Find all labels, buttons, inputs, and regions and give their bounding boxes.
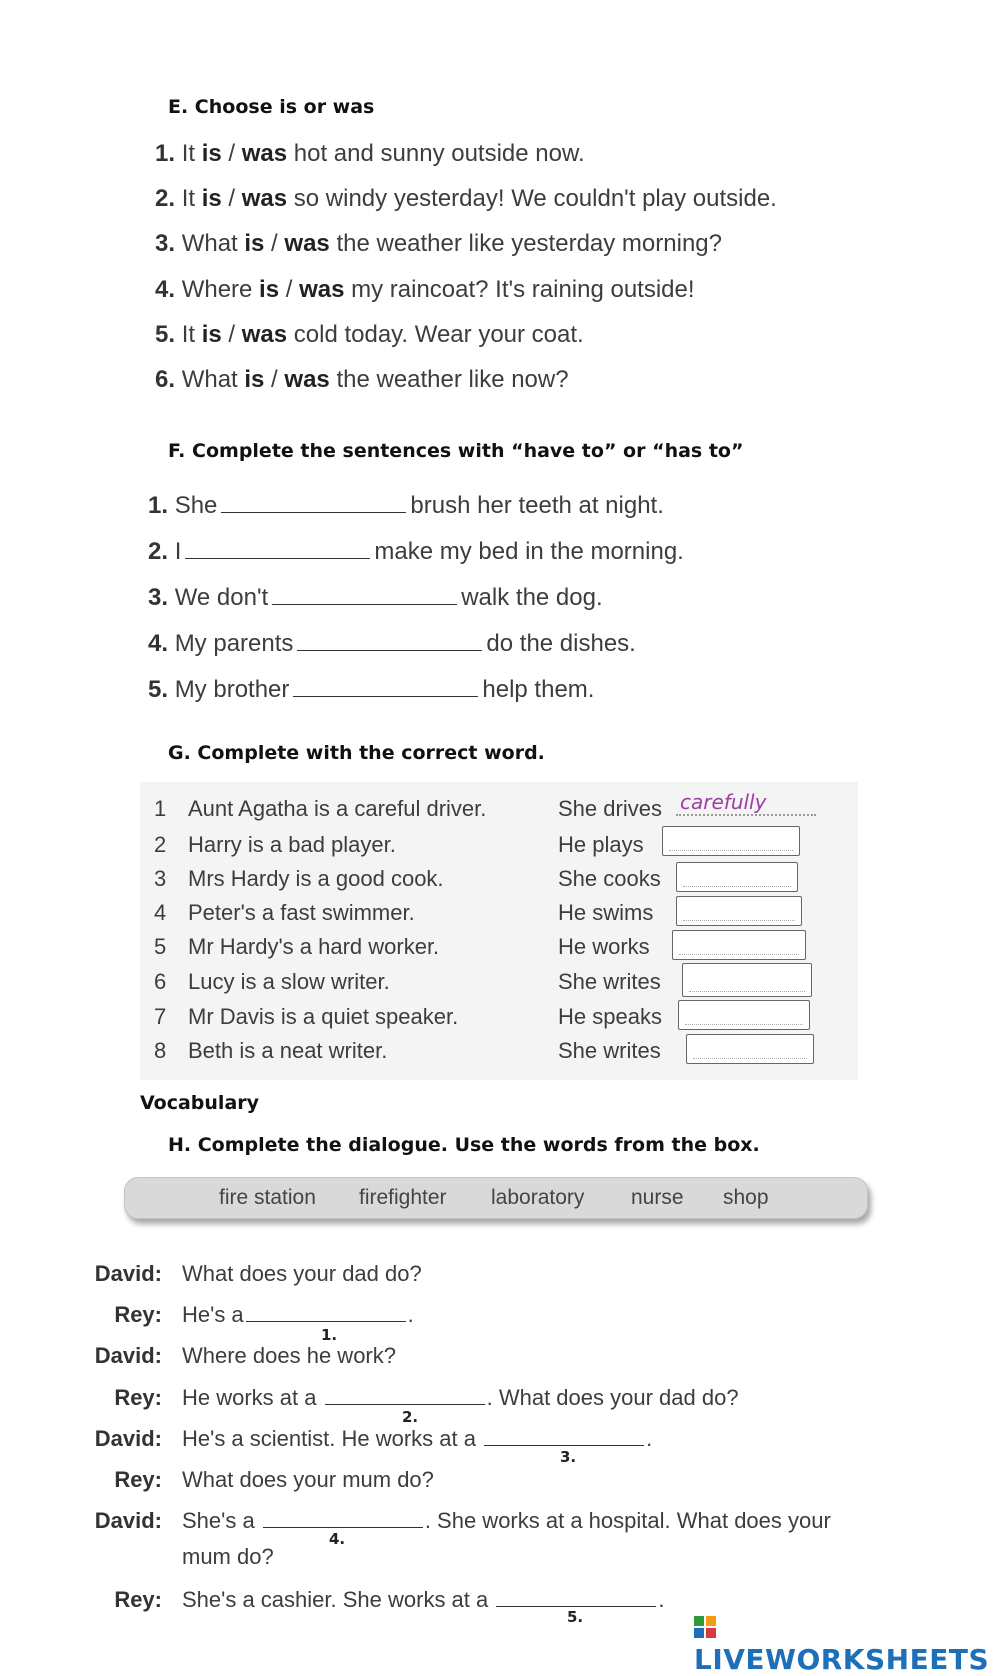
e-item-text: my raincoat? It's raining outside!: [344, 276, 695, 303]
g-item-number: 3: [154, 866, 167, 891]
dialogue-blank-3[interactable]: [484, 1427, 644, 1446]
dialogue-line: [182, 1426, 652, 1452]
blank-number: 4.: [329, 1530, 346, 1548]
e-item-text: so windy yesterday! We couldn't play outside.: [287, 185, 777, 212]
speaker-label: Rey:: [114, 1302, 162, 1327]
answer-input-box[interactable]: [676, 862, 798, 892]
g-row-5: [140, 930, 858, 964]
dialogue-text: She's a cashier. She works at a: [182, 1587, 489, 1612]
speaker-label: David:: [94, 1343, 162, 1368]
dialogue-blank-2[interactable]: [325, 1386, 485, 1405]
liveworksheets-logo: [694, 1610, 1000, 1676]
dialogue-line: What does your mum do?: [182, 1467, 434, 1492]
word-bank: [124, 1177, 868, 1219]
dialogue-text: .: [407, 1302, 414, 1327]
g-item-number: 2: [154, 832, 167, 857]
option-separator: /: [264, 230, 285, 257]
dialogue-line: [182, 1385, 739, 1411]
e-item-number: 3.: [155, 230, 176, 257]
dialogue-line: What does your dad do?: [182, 1261, 422, 1286]
option-was[interactable]: was: [284, 366, 330, 393]
f-item-text: walk the dog.: [461, 584, 603, 611]
dialogue-text: He's a scientist. He works at a: [182, 1426, 476, 1451]
g-row-8: [140, 1034, 858, 1068]
g-item-number: 8: [154, 1038, 167, 1063]
speaker-label: Rey:: [114, 1467, 162, 1492]
word-bank-item: shop: [723, 1186, 769, 1209]
e-item-text: Where: [181, 276, 260, 303]
option-was[interactable]: was: [299, 276, 345, 303]
dialogue-line-continued: mum do?: [182, 1544, 274, 1569]
g-row-4: [140, 896, 858, 930]
word-bank-item: firefighter: [359, 1186, 447, 1209]
e-item-text: It: [181, 321, 202, 348]
g-sentence: Peter's a fast swimmer.: [188, 900, 415, 925]
g-row-2: [140, 828, 858, 862]
g-item-number: 1: [154, 796, 167, 821]
dialogue-blank-1[interactable]: [246, 1303, 406, 1322]
e-item-text: What: [181, 366, 245, 393]
dialogue-line: [182, 1508, 831, 1534]
f-item-number: 2.: [148, 538, 169, 565]
blank-number: 5.: [567, 1608, 584, 1626]
option-was[interactable]: was: [241, 321, 288, 348]
e-item-3: [155, 230, 722, 258]
answer-input-box[interactable]: [682, 963, 812, 997]
f-item-1: [148, 492, 664, 520]
e-item-text: the weather like now?: [329, 366, 569, 393]
section-g-heading: G. Complete with the correct word.: [168, 742, 545, 764]
answer-input-box[interactable]: [672, 930, 806, 960]
f-item-number: 4.: [148, 630, 169, 657]
g-row-6: [140, 965, 858, 999]
f-item-2: [148, 538, 684, 566]
dialogue-text: . What does your dad do?: [486, 1385, 739, 1410]
dialogue-line: [182, 1587, 665, 1613]
e-item-text: hot and sunny outside now.: [287, 140, 585, 167]
g-sentence: Harry is a bad player.: [188, 832, 396, 857]
speaker-label: David:: [94, 1426, 162, 1451]
answer-blank[interactable]: [297, 630, 482, 651]
f-item-text: help them.: [482, 676, 595, 703]
logo-grid-icon: [694, 1616, 716, 1638]
blank-number: 3.: [560, 1448, 577, 1466]
e-item-1: [155, 140, 585, 168]
g-sentence: Mrs Hardy is a good cook.: [188, 866, 444, 891]
f-item-text: My brother: [174, 676, 290, 703]
f-item-text: She: [174, 492, 218, 519]
option-was[interactable]: was: [284, 230, 330, 257]
g-item-number: 4: [154, 900, 167, 925]
e-item-4: [155, 276, 695, 304]
word-bank-item: nurse: [631, 1186, 684, 1209]
answer-input-box[interactable]: [678, 1000, 810, 1030]
dialogue-blank-5[interactable]: [496, 1588, 656, 1607]
e-item-5: [155, 321, 584, 349]
speaker-label: David:: [94, 1508, 162, 1533]
option-is[interactable]: is: [259, 276, 280, 303]
g-verb: She drives: [558, 796, 662, 821]
option-separator: /: [221, 140, 242, 167]
f-item-number: 1.: [148, 492, 169, 519]
answer-blank[interactable]: [221, 492, 406, 513]
e-item-number: 6.: [155, 366, 176, 393]
adverb-exercise-panel: [140, 782, 858, 1080]
f-item-text: do the dishes.: [486, 630, 636, 657]
f-item-number: 5.: [148, 676, 169, 703]
f-item-3: [148, 584, 603, 612]
option-separator: /: [264, 366, 285, 393]
option-was[interactable]: was: [241, 140, 288, 167]
option-is[interactable]: is: [244, 366, 265, 393]
answer-input-box[interactable]: [676, 896, 802, 926]
logo-text: LIVEWORKSHEETS: [694, 1643, 990, 1676]
dialogue-text: .: [658, 1587, 665, 1612]
dialogue-text: .: [646, 1426, 653, 1451]
speaker-label: David:: [94, 1261, 162, 1286]
option-is[interactable]: is: [244, 230, 265, 257]
e-item-number: 1.: [155, 140, 176, 167]
e-item-text: the weather like yesterday morning?: [329, 230, 722, 257]
option-is[interactable]: is: [201, 185, 222, 212]
g-item-number: 6: [154, 969, 167, 994]
e-item-text: It: [181, 185, 202, 212]
e-item-text: What: [181, 230, 245, 257]
answer-blank[interactable]: [293, 676, 478, 697]
g-sentence: Lucy is a slow writer.: [188, 969, 390, 994]
answer-input-box[interactable]: [662, 826, 800, 856]
g-verb: She writes: [558, 1038, 661, 1063]
option-is[interactable]: is: [201, 321, 222, 348]
g-verb: He speaks: [558, 1004, 662, 1029]
blank-number: 2.: [402, 1408, 419, 1426]
answer-blank[interactable]: [185, 538, 370, 559]
g-row-3: [140, 862, 858, 896]
section-h-heading: H. Complete the dialogue. Use the words from the box.: [168, 1134, 760, 1156]
answer-blank[interactable]: [272, 584, 457, 605]
speaker-label: Rey:: [114, 1385, 162, 1410]
g-verb: She cooks: [558, 866, 661, 891]
word-bank-item: laboratory: [491, 1186, 585, 1209]
e-item-2: [155, 185, 777, 213]
example-dotted-line: [676, 814, 816, 816]
e-item-number: 2.: [155, 185, 176, 212]
speaker-label: Rey:: [114, 1587, 162, 1612]
e-item-number: 5.: [155, 321, 176, 348]
dialogue-text: She's a: [182, 1508, 255, 1533]
f-item-text: We don't: [174, 584, 269, 611]
answer-input-box[interactable]: [686, 1034, 814, 1064]
f-item-4: [148, 630, 636, 658]
option-separator: /: [221, 321, 242, 348]
g-sentence: Mr Davis is a quiet speaker.: [188, 1004, 459, 1029]
g-verb: He swims: [558, 900, 654, 925]
g-item-number: 7: [154, 1004, 167, 1029]
e-item-number: 4.: [155, 276, 176, 303]
g-verb: He plays: [558, 832, 644, 857]
blank-number: 1.: [321, 1326, 338, 1344]
option-separator: /: [279, 276, 300, 303]
dialogue-text: . She works at a hospital. What does your: [424, 1508, 831, 1533]
vocabulary-label: Vocabulary: [140, 1092, 260, 1114]
f-item-text: I: [174, 538, 182, 565]
e-item-text: cold today. Wear your coat.: [287, 321, 584, 348]
dialogue-line: Where does he work?: [182, 1343, 396, 1368]
g-verb: He works: [558, 934, 650, 959]
g-verb: She writes: [558, 969, 661, 994]
dialogue-line: [182, 1302, 414, 1328]
g-sentence: Mr Hardy's a hard worker.: [188, 934, 440, 959]
g-item-number: 5: [154, 934, 167, 959]
f-item-number: 3.: [148, 584, 169, 611]
example-answer: carefully: [680, 790, 767, 814]
word-bank-item: fire station: [219, 1186, 316, 1209]
option-is[interactable]: is: [201, 140, 222, 167]
g-row-1: [140, 792, 858, 826]
dialogue-blank-4[interactable]: [263, 1509, 423, 1528]
option-separator: /: [221, 185, 242, 212]
e-item-6: [155, 366, 569, 394]
option-was[interactable]: was: [241, 185, 288, 212]
f-item-5: [148, 676, 594, 704]
g-row-7: [140, 1000, 858, 1034]
f-item-text: make my bed in the morning.: [374, 538, 684, 565]
e-item-text: It: [181, 140, 202, 167]
g-sentence: Beth is a neat writer.: [188, 1038, 388, 1063]
f-item-text: brush her teeth at night.: [410, 492, 664, 519]
g-sentence: Aunt Agatha is a careful driver.: [188, 796, 487, 821]
dialogue-text: He's a: [182, 1302, 244, 1327]
section-e-heading: E. Choose is or was: [168, 96, 375, 118]
f-item-text: My parents: [174, 630, 294, 657]
dialogue-text: He works at a: [182, 1385, 317, 1410]
section-f-heading: F. Complete the sentences with “have to” or “has to”: [168, 440, 744, 462]
